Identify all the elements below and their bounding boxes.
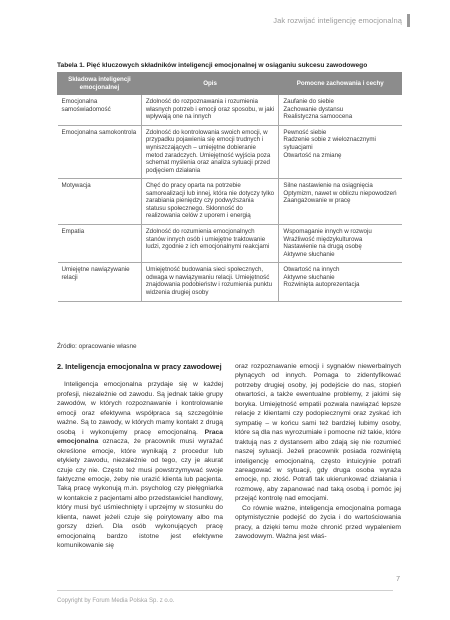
row-traits [279, 225, 402, 263]
trait-item: Realistyczna samoocena [283, 113, 353, 121]
trait-item: Pewność siebie [283, 128, 327, 136]
running-title: Jak rozwijać inteligencję emocjonalną [273, 16, 402, 25]
body-paragraph [57, 380, 223, 550]
row-component: Emocjonalna samoświadomość [58, 95, 142, 126]
table-header-row [58, 73, 402, 95]
row-description: Zdolność do rozpoznawania i rozumienia własnych potrzeb i emocji oraz sposobu, w jaki wpływają one na innych [141, 95, 279, 126]
header-marker-bar [407, 14, 410, 27]
table-header-traits: Pomocne zachowania i cechy [279, 73, 402, 95]
trait-item: Otwartość na zmianę [283, 151, 342, 159]
table-row [58, 125, 402, 178]
trait-item: Zaufanie do siebie [283, 98, 334, 106]
emphasis-term: Praca emocjonalna [57, 428, 223, 446]
row-component: Motywacja [58, 179, 142, 225]
trait-item: Otwartość na innych [283, 266, 340, 274]
body-paragraph: oraz rozpoznawanie emocji i sygnałów niewerbalnych płynących od innych. Pomaga to zidentyfikować potrzeby drugiej osoby, jej podejście do nas, stopień otwartości, a także ewentualne problemy, z jakimi się boryka. Umiejętność empatii pozwala nawiązać lepsze relacje z klientami czy podopiecznymi oraz zyskać ich sympatię – w końcu sami też bardziej lubimy osoby, które są dla nas wyrozumiałe i pomocne niż takie, które traktują nas z dystansem albo zdają się nie rozumieć naszej sytuacji. Jeżeli pracownik posiada rozwiniętą inteligencję emocjonalną, często intuicyjnie potrafi zareagować w sytuacji, gdy druga osoba wyraża emocje, np. złość. Potrafi tak ukierunkować działania i rozmowę, aby zapanować nad taką osobą i pomóc jej przejąć kontrolę nad emocjami. [235, 363, 401, 503]
table-row [58, 263, 402, 301]
trait-item: Aktywne słuchanie [283, 250, 335, 258]
footer-divider [57, 590, 393, 591]
body-column-right [235, 362, 401, 542]
table-row [58, 95, 402, 126]
row-component: Empatia [58, 225, 142, 263]
table-header-description: Opis [141, 73, 279, 95]
table-row [58, 179, 402, 225]
footer-copyright: Copyright by Forum Media Polska Sp. z o.o. [57, 598, 175, 604]
row-description: Zdolność do kontrolowania swoich emocji, w przypadku pojawienia się emocji trudnych i wyniszczających – umiejętne dobieranie metod zaradczych. Umiejętność wyjścia poza schemat myślenia oraz analiza sytuacji przed podjęciem działania [141, 125, 279, 178]
row-description: Chęć do pracy oparta na potrzebie samorealizacji lub innej, która nie dotyczy tylko zarabiania pieniędzy czy podwyższania statusu społecznego. Skłonność do realizowania celów z uporem i energią [141, 179, 279, 225]
section-heading: 2. Inteligencja emocjonalna w pracy zawodowej [57, 362, 222, 371]
table-source-note: Źródło: opracowanie własne [57, 343, 137, 350]
page-number: 7 [396, 576, 400, 583]
paragraph-text: Inteligencja emocjonalna przydaje się w każdej profesji, niezależnie od zawodu. Są jednak takie grupy zawodów, w których rozpoznawanie i kontrolowanie emocji oraz efektywna współpraca są szczególnie ważne. Są to zawody, w których mamy kontakt z drugą osobą i wykonujemy pracę emocjonalną. [57, 381, 223, 436]
row-traits [279, 179, 402, 225]
trait-item: Zaangażowanie w pracę [283, 197, 351, 205]
trait-item: Wrażliwość międzykulturowa [283, 235, 363, 243]
row-traits [279, 263, 402, 301]
row-description: Zdolność do rozumienia emocjonalnych stanów innych osób i umiejętne traktowanie ludzi, zgodnie z ich emocjonalnymi reakcjami [141, 225, 279, 263]
trait-item: Zachowanie dystansu [283, 105, 344, 113]
body-column-left [57, 362, 223, 551]
trait-item: Optymizm, nawet w obliczu niepowodzeń [283, 189, 397, 197]
table-header-component: Składowa inteligencji emocjonalnej [58, 73, 142, 95]
emotional-intelligence-table [57, 72, 402, 302]
row-description: Umiejętność budowania sieci społecznych, odwaga w nawiązywaniu relacji. Umiejętność znajdowania podobieństw i rozumienia punktu widzenia drugiej osoby [141, 263, 279, 301]
row-traits [279, 125, 402, 178]
row-traits [279, 95, 402, 126]
row-component: Umiejętne nawiązywanie relacji [58, 263, 142, 301]
trait-item: Wspomaganie innych w rozwoju [283, 228, 372, 235]
table-row [58, 225, 402, 263]
body-paragraph: Co równie ważne, inteligencja emocjonalna pomaga optymistycznie podejść do życia i do wartościowania pracy, a dzięki temu może chronić przed wypaleniem zawodowym. Ważna jest właś- [235, 504, 401, 541]
trait-item: Rozwinięta autoprezentacja [283, 281, 360, 289]
trait-item: Aktywne słuchanie [283, 273, 335, 281]
table-caption: Tabela 1. Pięć kluczowych składników inteligencji emocjonalnej w osiąganiu sukcesu zawodowego [57, 62, 368, 69]
trait-item: Radzenie sobie z wieloznacznymi sytuacjami [283, 136, 376, 151]
trait-item: Nastawienie na drugą osobę [283, 243, 362, 251]
trait-item: Silne nastawienie na osiągnięcia [283, 182, 373, 190]
row-component: Emocjonalna samokontrola [58, 125, 142, 178]
paragraph-text: oznacza, że pracownik musi wyrażać określone emocje, które wynikają z procedur lub etykiety zawodu, niezależnie od tego, czy je akurat czuje czy nie. Często też musi powstrzymywać swoje faktyczne emocje, żeby nie urazić klienta lub pacjenta. Taką pracę wykonują m.in. psycholog czy pielęgniarka w kontakcie z pacjentami albo przedstawiciel handlowy, który musi być uśmiechnięty i uprzejmy w stosunku do klienta, nawet jeżeli czuje się poirytowany albo ma gorszy dzień. Dla osób wykonujących pracę emocjonalną bardzo istotne jest efektywne komunikowanie się [57, 438, 223, 550]
